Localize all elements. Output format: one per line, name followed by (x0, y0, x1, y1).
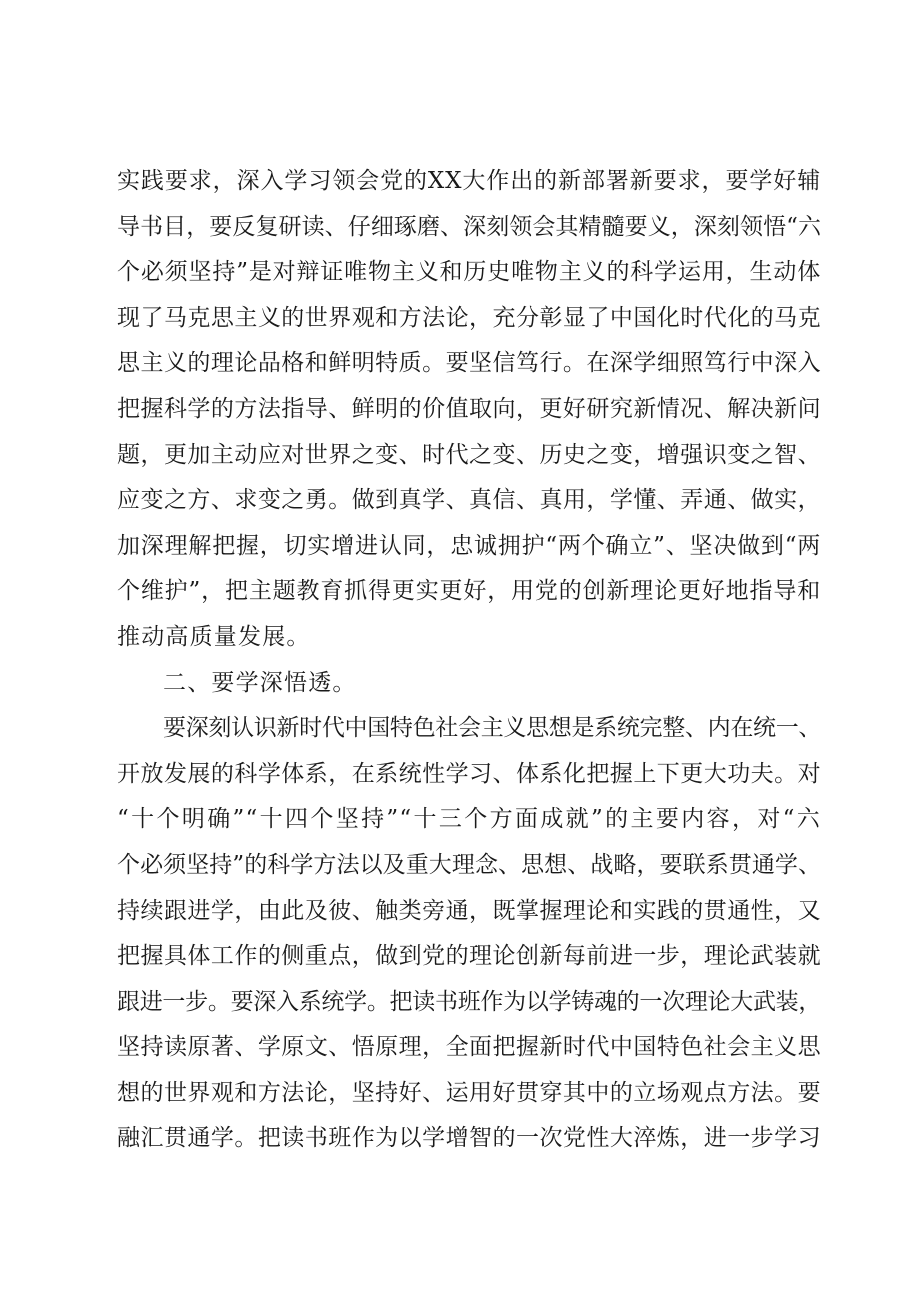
section-heading: 二、要学深悟透。 (163, 669, 357, 696)
text-line: 个维护”，把主题教育抓得更实更好，用党的创新理论更好地指导和 (117, 578, 821, 605)
text-line: 把握具体工作的侧重点，做到党的理论创新每前进一步，理论武装就 (117, 943, 821, 970)
text-line: 把握科学的方法指导、鲜明的价值取向，更好研究新情况、解决新问 (117, 395, 821, 422)
text-line: 实践要求，深入学习领会党的XX大作出的新部署新要求，要学好辅 (117, 168, 821, 194)
text-line: 要深刻认识新时代中国特色社会主义思想是系统完整、内在统一、 (163, 715, 821, 742)
text-line: 思主义的理论品格和鲜明特质。要坚信笃行。在深学细照笃行中深入 (117, 350, 821, 377)
text-line: 现了马克思主义的世界观和方法论，充分彰显了中国化时代化的马克 (117, 304, 821, 331)
text-line: 融汇贯通学。把读书班作为以学增智的一次党性大淬炼，进一步学习 (117, 1125, 821, 1152)
text-line: 导书目，要反复研读、仔细琢磨、深刻领会其精髓要义，深刻领悟“六 (117, 213, 821, 240)
text-line: 应变之方、求变之勇。做到真学、真信、真用，学懂、弄通、做实， (117, 487, 821, 514)
text-line: 坚持读原著、学原文、悟原理，全面把握新时代中国特色社会主义思 (117, 1034, 821, 1061)
text-line: 持续跟进学，由此及彼、触类旁通，既掌握理论和实践的贯通性，又 (117, 897, 821, 924)
text-line: 题，更加主动应对世界之变、时代之变、历史之变，增强识变之智、 (117, 441, 821, 468)
paragraph-continuation (117, 159, 821, 1162)
text-line: 个必须坚持”是对辩证唯物主义和历史唯物主义的科学运用，生动体 (117, 259, 821, 286)
text-line: 个必须坚持”的科学方法以及重大理念、思想、战略，要联系贯通学、 (117, 851, 821, 878)
text-line: 开放发展的科学体系，在系统性学习、体系化把握上下更大功夫。对 (117, 760, 821, 787)
text-line: “十个明确”“十四个坚持”“十三个方面成就”的主要内容，对“六 (117, 806, 821, 833)
text-line: 推动高质量发展。 (117, 623, 311, 650)
text-line: 跟进一步。要深入系统学。把读书班作为以学铸魂的一次理论大武装， (117, 988, 821, 1015)
text-line: 想的世界观和方法论，坚持好、运用好贯穿其中的立场观点方法。要 (117, 1079, 821, 1106)
text-line: 加深理解把握，切实增进认同，忠诚拥护“两个确立”、坚决做到“两 (117, 532, 822, 559)
